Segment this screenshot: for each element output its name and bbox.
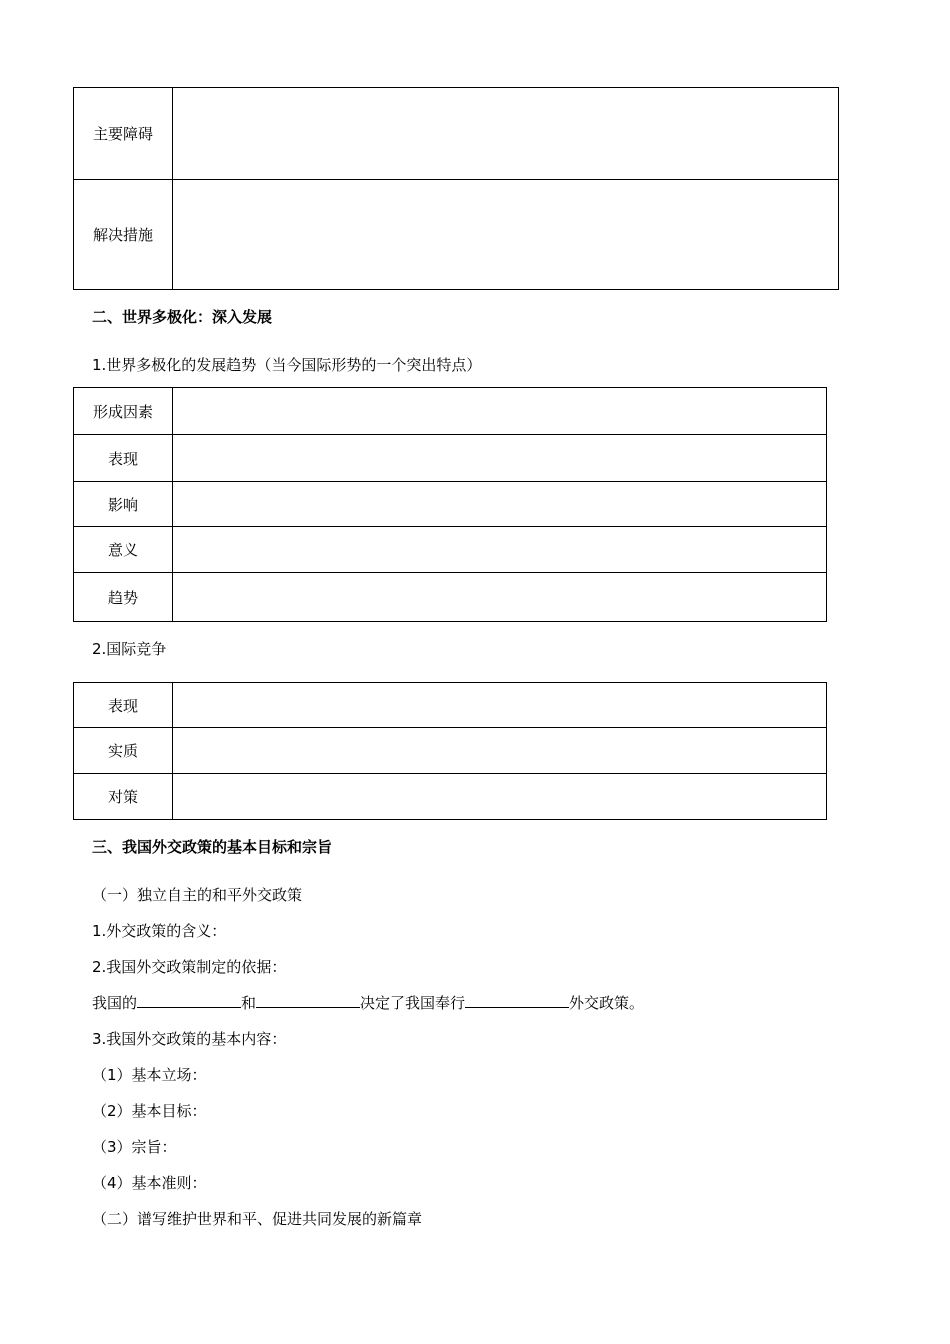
obstacles-table [73, 87, 839, 290]
sub-list-item: （1）基本立场： [92, 1066, 207, 1084]
row-label: 表现 [74, 683, 173, 728]
sub-list-item: （3）宗旨： [92, 1138, 177, 1156]
table-row [74, 683, 827, 728]
table-row [74, 388, 827, 435]
answer-cell[interactable] [173, 728, 827, 774]
list-item: 1.外交政策的含义： [92, 922, 227, 940]
answer-cell[interactable] [173, 527, 827, 573]
answer-cell[interactable] [173, 573, 827, 622]
part-heading: （二）谱写维护世界和平、促进共同发展的新篇章 [92, 1210, 423, 1228]
row-label: 解决措施 [74, 180, 173, 290]
answer-cell[interactable] [173, 88, 839, 180]
table-row [74, 728, 827, 774]
section-heading: 三、我国外交政策的基本目标和宗旨 [92, 838, 333, 856]
answer-cell[interactable] [173, 482, 827, 527]
list-item: 3.我国外交政策的基本内容： [92, 1030, 287, 1048]
blank-line[interactable] [137, 992, 241, 1008]
fill-text: 外交政策。 [569, 994, 645, 1012]
row-label: 对策 [74, 774, 173, 820]
fill-text: 决定了我国奉行 [360, 994, 466, 1012]
row-label: 实质 [74, 728, 173, 774]
multipolarity-table [73, 387, 827, 622]
fill-text: 和 [241, 994, 257, 1012]
answer-cell[interactable] [173, 180, 839, 290]
section-heading: 二、世界多极化：深入发展 [92, 308, 273, 326]
row-label: 表现 [74, 435, 173, 482]
table-row [74, 180, 839, 290]
blank-line[interactable] [256, 992, 360, 1008]
table-row [74, 774, 827, 820]
fill-in-sentence [92, 992, 644, 1013]
sub-list-item: （2）基本目标： [92, 1102, 207, 1120]
sub-heading: 2.国际竞争 [92, 640, 167, 658]
answer-cell[interactable] [173, 683, 827, 728]
fill-text: 我国的 [92, 994, 138, 1012]
competition-table [73, 682, 827, 820]
row-label: 形成因素 [74, 388, 173, 435]
sub-list-item: （4）基本准则： [92, 1174, 207, 1192]
table-row [74, 88, 839, 180]
sub-heading: 1.世界多极化的发展趋势（当今国际形势的一个突出特点） [92, 356, 482, 374]
row-label: 趋势 [74, 573, 173, 622]
table-row [74, 527, 827, 573]
blank-line[interactable] [465, 992, 569, 1008]
table-row [74, 482, 827, 527]
list-item: 2.我国外交政策制定的依据： [92, 958, 287, 976]
row-label: 影响 [74, 482, 173, 527]
table-row [74, 435, 827, 482]
answer-cell[interactable] [173, 774, 827, 820]
table-row [74, 573, 827, 622]
answer-cell[interactable] [173, 435, 827, 482]
row-label: 主要障碍 [74, 88, 173, 180]
answer-cell[interactable] [173, 388, 827, 435]
row-label: 意义 [74, 527, 173, 573]
part-heading: （一）独立自主的和平外交政策 [92, 886, 303, 904]
